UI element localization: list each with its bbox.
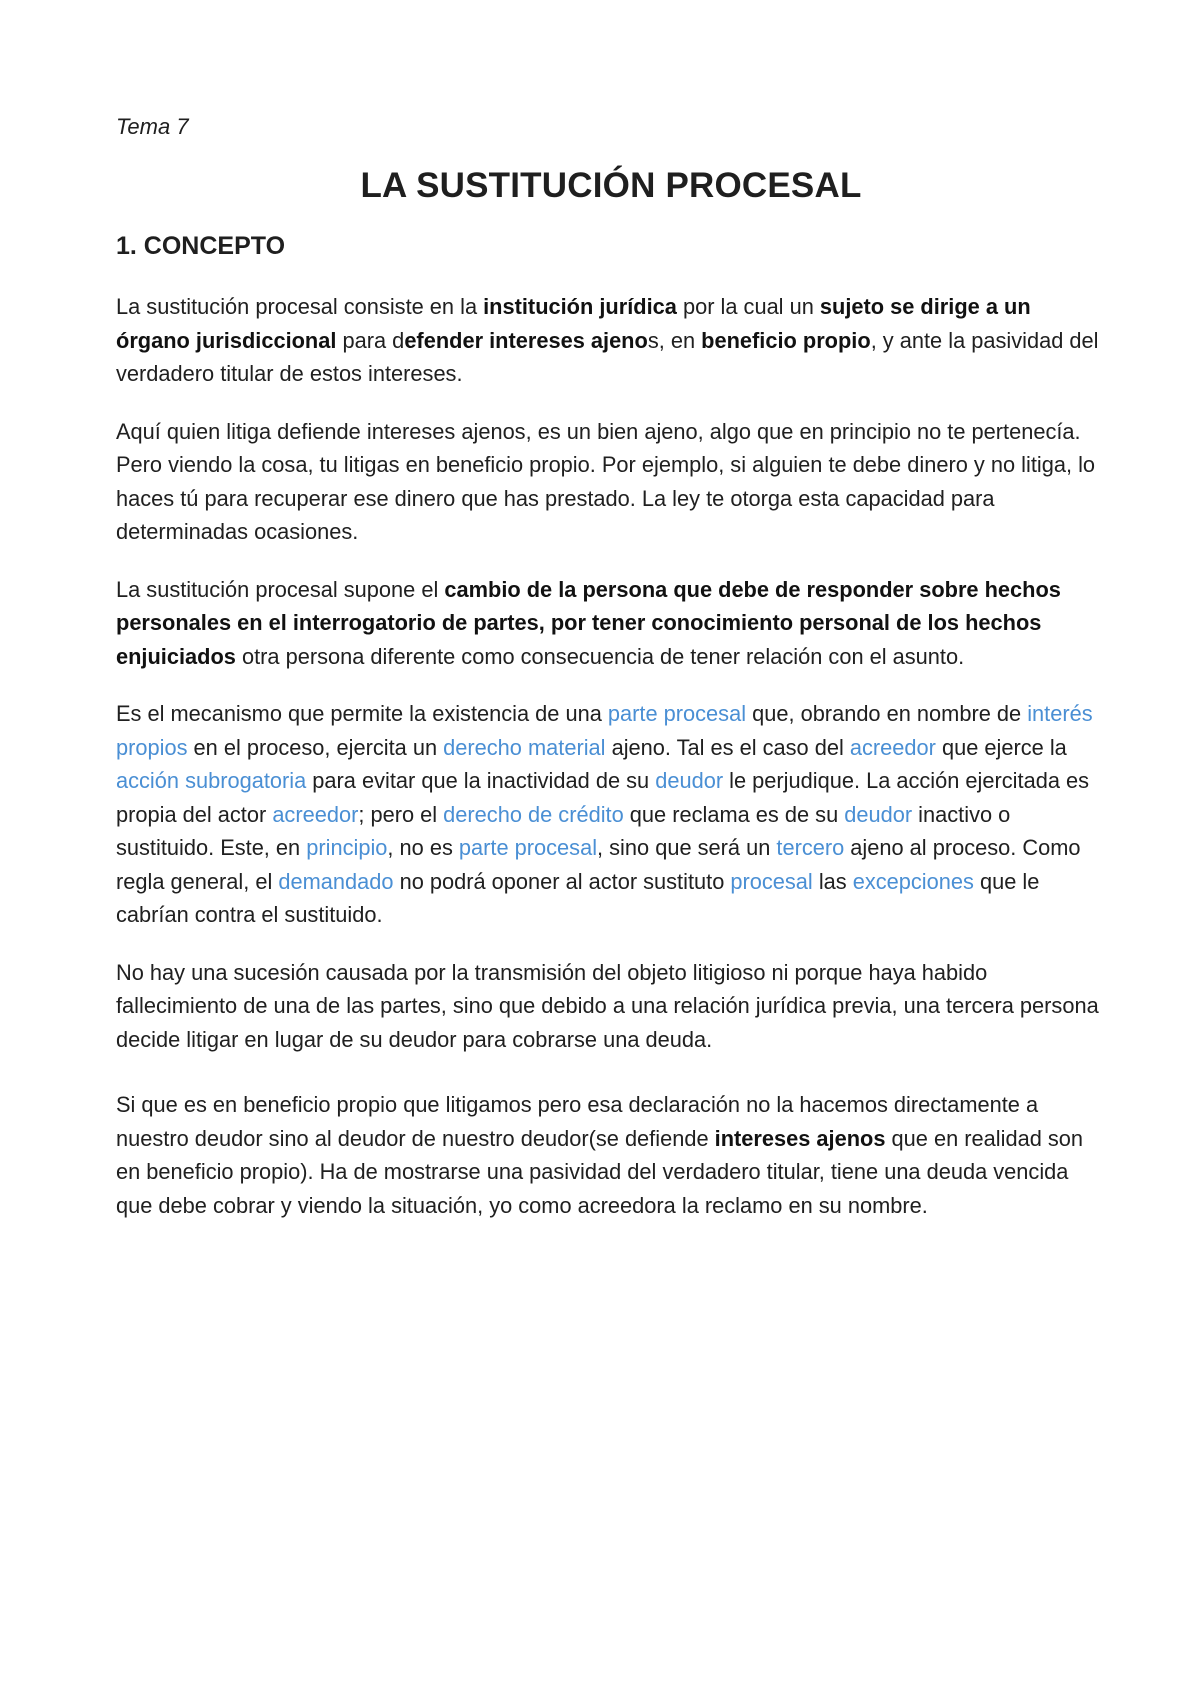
text-run: ajeno. Tal es el caso del [605, 734, 850, 760]
text-run: que en realidad son en beneficio propio). Ha de mostrarse una pasividad del verdadero titular, tiene una deuda vencida que debe cobrar y viendo la situación, yo como acreedora la reclamo en su nombre. [116, 1125, 1084, 1218]
text-run: para evitar que la inactividad de su [306, 768, 656, 793]
text-run: que reclama es de su [623, 801, 845, 827]
text-run: Aquí quien litiga defiende intereses ajenos, es un bien ajeno, algo que en principio no te pertenecía. Pero viendo la cosa, tu litigas en beneficio propio. Por ejemplo, si alguien te debe dinero y no litiga, lo haces tú para recuperar ese dinero que has prestado. La ley te otorga esta capacidad para determinadas ocasiones. [116, 418, 1096, 544]
bold-phrase: beneficio propio [701, 327, 871, 353]
text-run: que le cabrían contra el sustituido. [116, 868, 1040, 927]
term-link[interactable]: derecho de crédito [443, 801, 624, 827]
bold-phrase: cambio de la persona que debe de responder sobre hechos personales en el interrogatorio de partes, por tener conocimiento personal de los hechos enjuiciados [116, 576, 1061, 669]
text-run: inactivo o sustituido. Este, en [116, 801, 1011, 860]
term-link[interactable]: derecho material [443, 734, 606, 760]
term-link[interactable]: tercero [776, 835, 845, 860]
term-link[interactable]: deudor [844, 801, 913, 827]
bold-phrase: sujeto se dirige a un órgano jurisdiccional [116, 294, 1031, 353]
text-run: Es el mecanismo que permite la existencia de una [116, 701, 608, 726]
text-run: que, obrando en nombre de [746, 701, 1028, 726]
section-heading: 1. CONCEPTO [116, 232, 286, 260]
term-link[interactable]: interés propios [116, 701, 1093, 760]
document-title: LA SUSTITUCIÓN PROCESAL [360, 166, 862, 205]
paragraph-change-of-person [116, 573, 1106, 674]
term-link[interactable]: parte procesal [458, 835, 598, 860]
text-run: las [812, 868, 853, 894]
text-run: Si que es en beneficio propio que litigamos pero esa declaración no la hacemos directamente a nuestro deudor sino al deudor de nuestro deudor(se defiende [116, 1092, 1039, 1151]
bold-phrase: institución jurídica [483, 294, 677, 319]
term-link[interactable]: procesal [730, 868, 813, 894]
term-link[interactable]: excepciones [852, 868, 974, 894]
paragraph-no-succession [116, 956, 1106, 1057]
term-link[interactable]: acción subrogatoria [116, 768, 307, 793]
text-run: por la cual un [676, 294, 820, 319]
text-run: que ejerce la [935, 734, 1067, 760]
paragraph-mechanism [116, 697, 1106, 932]
text-run: La sustitución procesal consiste en la [116, 294, 484, 319]
text-run: , y ante la pasividad del verdadero titular de estos intereses. [116, 327, 1099, 386]
text-run: ajeno al proceso. Como regla general, el [116, 835, 1081, 894]
text-run: , no es [387, 835, 459, 860]
text-run: no podrá oponer al actor sustituto [393, 868, 731, 894]
text-run: le perjudique. La acción ejercitada es propia del actor [116, 768, 1090, 827]
subject-label: Tema 7 [116, 114, 189, 139]
text-run: en el proceso, ejercita un [187, 734, 444, 760]
bold-phrase: intereses ajenos [714, 1125, 886, 1151]
paragraph-definition [116, 290, 1106, 391]
term-link[interactable]: principio [306, 835, 388, 860]
text-run: No hay una sucesión causada por la transmisión del objeto litigioso ni porque haya habido fallecimiento de una de las partes, sino que debido a una relación jurídica previa, una tercera persona decide litigar en lugar de su deudor para cobrarse una deuda. [116, 959, 1099, 1052]
term-link[interactable]: demandado [278, 868, 394, 894]
paragraph-explanation [116, 415, 1106, 549]
text-run: , sino que será un [597, 835, 777, 860]
text-run: para d [336, 327, 405, 353]
bold-phrase: efender intereses ajeno [404, 327, 648, 353]
paragraph-own-benefit [116, 1088, 1106, 1222]
term-link[interactable]: acreedor [272, 801, 359, 827]
text-run: s, en [647, 327, 702, 353]
term-link[interactable]: acreedor [849, 734, 936, 760]
document-body [116, 112, 1106, 1246]
text-run: La sustitución procesal supone el [116, 576, 445, 602]
term-link[interactable]: deudor [655, 768, 724, 793]
term-link[interactable]: parte procesal [607, 701, 747, 726]
text-run: ; pero el [358, 801, 444, 827]
text-run: otra persona diferente como consecuencia de tener relación con el asunto. [235, 643, 965, 669]
